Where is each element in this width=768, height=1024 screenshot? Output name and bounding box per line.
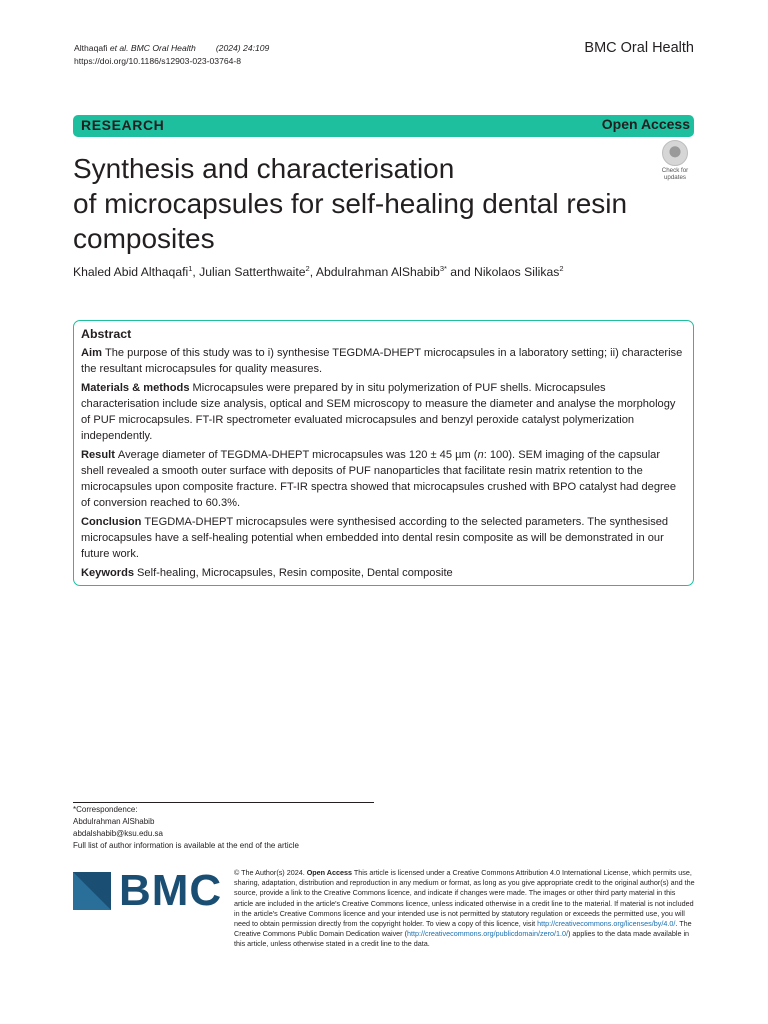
doi-link[interactable]: https://doi.org/10.1186/s12903-023-03764-8 — [74, 56, 242, 66]
license-link[interactable]: http://creativecommons.org/licenses/by/4.0/ — [537, 919, 676, 929]
check-updates-icon — [662, 140, 688, 166]
title-line: Synthesis and characterisation — [73, 153, 455, 184]
author-list: Khaled Abid Althaqafi$^1$, Julian Satterthwaite$^2$, Abdulrahman AlShabib$^{3*}$ and Nikolaos Silikas$^2$ — [73, 264, 564, 280]
footnote-divider — [73, 802, 374, 803]
public-domain-link[interactable]: http://creativecommons.org/publicdomain/zero/1.0/ — [406, 929, 568, 939]
bmc-logo-wordmark: BMC — [119, 866, 223, 915]
abstract-box — [73, 320, 694, 586]
abstract-heading: Abstract — [81, 327, 132, 341]
correspondence-block — [73, 804, 299, 852]
author-name[interactable]: Abdulrahman AlShabib — [315, 265, 440, 280]
correspondence-label: *Correspondence: — [73, 805, 138, 814]
author-affiliation: 2 — [305, 264, 310, 273]
citation-journal: et al. BMC Oral Health — [109, 43, 196, 53]
bmc-logo-icon — [73, 872, 111, 910]
author-affiliation: 1 — [188, 264, 193, 273]
section-banner — [73, 115, 694, 137]
journal-name: BMC Oral Health — [584, 40, 694, 56]
bmc-logo — [73, 866, 223, 918]
abstract-conclusion: Conclusion TEGDMA-DHEPT microcapsules were synthesised according to the selected parameters. The synthesised microcapsules have a self-healing potential when embedded into dental resin composite as will be demonstrated in our future work. — [81, 516, 669, 560]
license-text: © The Author(s) 2024. Open Access This article is licensed under a Creative Commons Attribution 4.0 International License, which permits use, sharing, adaptation, distribution and reproduction in any medium or format, as long as you give appropriate credit to the original author(s) and the source, provide a link to the Creative Commons licence, and indicate if changes were made. The images or other third party material in this article are included in the article's Creative Commons licence, unless indicated otherwise in a credit line to the material. If material is not included in the article's Creative Commons licence and your intended use is not permitted by statutory regulation or exceeds the permitted use, you will need to obtain permission directly from the copyright holder. To view a copy of this licence, visit http://creativecommons.org/licenses/by/4.0/. The Creative Commons Public Domain Dedication waiver (http://creativecommons.org/publicdomain/zero/1.0/) applies to the data made available in this article, unless otherwise stated in a credit line to the data. — [234, 868, 695, 949]
author-name[interactable]: Nikolaos Silikas — [474, 265, 560, 280]
article-title — [73, 151, 653, 256]
citation-authors: Althaqafi — [74, 43, 110, 53]
section-label: RESEARCH — [81, 117, 165, 133]
check-for-updates-button[interactable] — [656, 140, 694, 180]
abstract-aim: Aim The purpose of this study was to i) synthesise TEGDMA-DHEPT microcapsules in a laboratory setting; ii) characterise the resultant microcapsules for quality measures. — [81, 347, 683, 375]
citation-year-volume: (2024) 24:109 — [215, 43, 270, 53]
author-affiliation: 3* — [439, 264, 447, 273]
abstract-result: Result Average diameter of TEGDMA-DHEPT microcapsules was 120 ± 45 µm (n: 100). SEM imaging of the capsular shell revealed a smooth outer surface with deposits of PUF nanoparticles that facilitate resin matrix retention to the microcapsules upon composite fracture. FT-IR spectra showed that microcapsules crushed with BPO catalyst had degree of conversion reached to 60.3%. — [81, 449, 677, 509]
author-info-note: Full list of author information is available at the end of the article — [73, 841, 299, 850]
abstract-keywords: Keywords Self-healing, Microcapsules, Resin composite, Dental composite — [81, 567, 453, 579]
title-line: of microcapsules for self-healing dental resin — [73, 188, 628, 219]
citation-line — [74, 42, 269, 55]
author-name[interactable]: Julian Satterthwaite — [199, 265, 306, 280]
title-line: composites — [73, 223, 215, 254]
abstract-methods: Materials & methods Microcapsules were prepared by in situ polymerization of PUF shells. Microcapsules characterisation include size analysis, optical and SEM microscopy to measure the diameter and analyse the morphology of PUF microcapsules. FT-IR spectrometer evaluated microcapsules and benzyl peroxide catalyst polymerization independently. — [81, 382, 676, 442]
citation-header — [74, 42, 269, 68]
check-updates-label: Check for updates — [661, 167, 689, 181]
open-access-label: Open Access — [601, 116, 690, 132]
author-name[interactable]: Khaled Abid Althaqafi — [73, 265, 189, 280]
author-affiliation: 2 — [559, 264, 564, 273]
correspondence-name: Abdulrahman AlShabib — [73, 817, 155, 826]
correspondence-email[interactable]: abdalshabib@ksu.edu.sa — [73, 829, 163, 838]
